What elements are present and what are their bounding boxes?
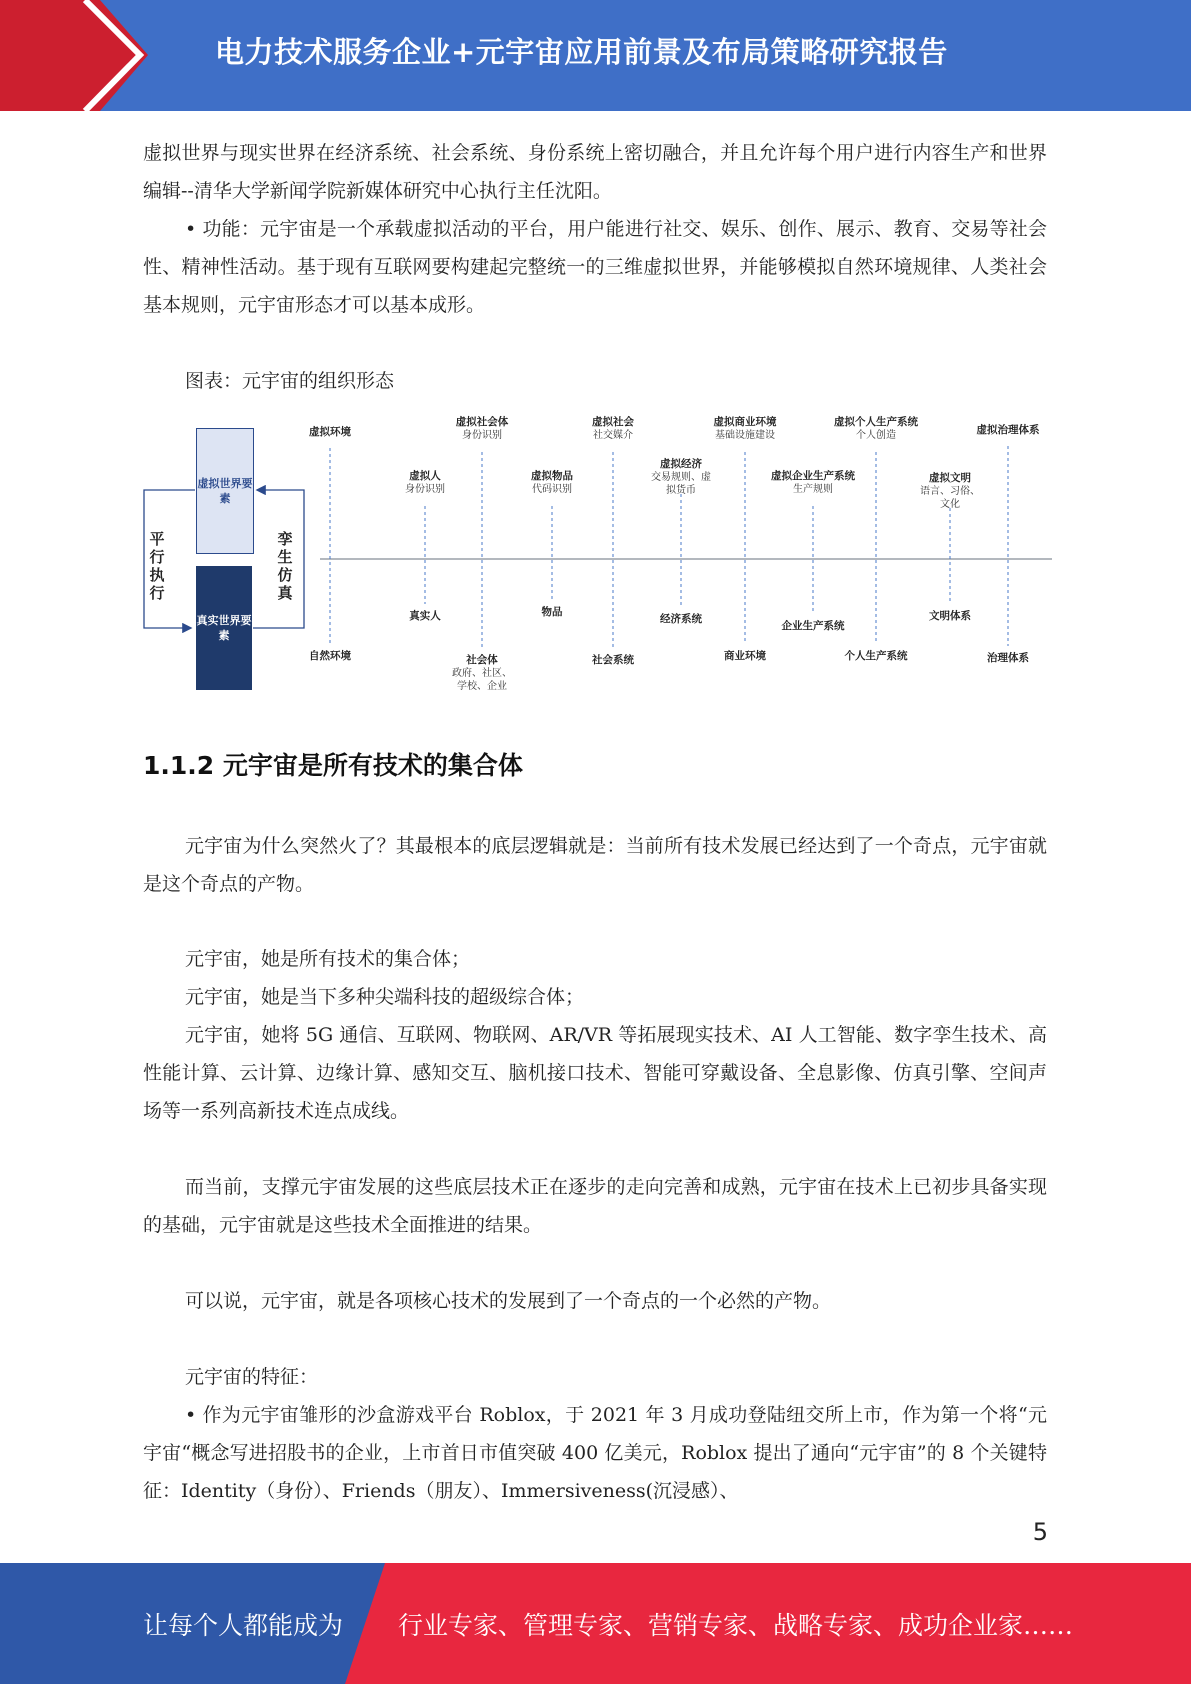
upper-label-subtitle: 语言、习俗、文化 [920,486,980,510]
upper-label-10 [918,472,982,511]
lower-label-5 [592,654,634,667]
upper-label-title: 虚拟物品 [531,470,573,482]
upper-label-subtitle: 身份识别 [462,430,502,441]
footer-slogan-left: 让每个人都能成为 [143,1611,344,1640]
lower-label-title: 真实人 [409,610,441,622]
upper-label-title: 虚拟治理体系 [976,424,1040,436]
paragraph-collection: 元宇宙，她是所有技术的集合体； [185,948,471,970]
lower-label-subtitle: 政府、社区、学校、企业 [452,668,512,692]
paragraph-definition: 虚拟世界与现实世界在经济系统、社会系统、身份系统上密切融合，并且允许每个用户进行内容生产和世界编辑--清华大学新闻学院新媒体研究中心执行主任沈阳。 [143,142,1047,202]
virtual-world-box: 虚拟世界要素 [196,428,254,554]
upper-label-subtitle: 社交媒介 [593,430,633,441]
upper-label-9 [834,416,918,442]
twin-simulation-label: 孪生仿真 [277,530,293,602]
upper-label-8 [771,470,855,496]
lower-label-title: 治理体系 [987,652,1029,664]
upper-label-title: 虚拟企业生产系统 [771,470,855,482]
upper-label-11 [977,424,1040,437]
paragraph-roblox: • 作为元宇宙雏形的沙盒游戏平台 Roblox，于 2021 年 3 月成功登陆纽交所上市，作为第一个将“元宇宙“概念写进招股书的企业，上市首日市值突破 400 亿美元，Roblox 提出了通向“元宇宙”的 8 个关键特征：Identity（身份）、Friends（朋友）、Immersiveness(沉浸感）、 [143,1404,1047,1502]
lower-label-title: 自然环境 [309,650,351,662]
report-title: 电力技术服务企业+元宇宙应用前景及布局策略研究报告 [215,35,948,69]
paragraph-current: 而当前，支撑元宇宙发展的这些底层技术正在逐步的走向完善和成熟，元宇宙在技术上已初步具备实现的基础，元宇宙就是这些技术全面推进的结果。 [143,1176,1047,1236]
upper-label-6 [649,458,713,497]
lower-label-title: 商业环境 [724,650,766,662]
figure-caption: 图表：元宇宙的组织形态 [185,370,395,392]
upper-label-1 [309,426,351,439]
footer-slogan-right: 行业专家、管理专家、营销专家、战略专家、成功企业家…… [398,1611,1074,1640]
lower-label-1 [309,650,351,663]
upper-label-subtitle: 基础设施建设 [715,430,775,441]
metaverse-organization-diagram [140,410,1060,700]
upper-label-subtitle: 个人创造 [856,430,896,441]
lower-label-title: 文明体系 [929,610,971,622]
lower-label-title: 个人生产系统 [844,650,908,662]
lower-label-2 [409,610,441,623]
upper-label-subtitle: 生产规则 [793,484,833,495]
lower-label-title: 企业生产系统 [781,620,845,632]
paragraph-function: • 功能：元宇宙是一个承载虚拟活动的平台，用户能进行社交、娱乐、创作、展示、教育、交易等社会性、精神性活动。基于现有互联网要构建起完整统一的三维虚拟世界，并能够模拟自然环境规律、人类社会基本规则，元宇宙形态才可以基本成形。 [143,218,1047,316]
page-number: 5 [1032,1518,1048,1546]
lower-label-11 [987,652,1029,665]
paragraph-why: 元宇宙为什么突然火了？其最根本的底层逻辑就是：当前所有技术发展已经达到了一个奇点，元宇宙就是这个奇点的产物。 [143,835,1047,895]
parallel-execution-label: 平行执行 [149,530,165,602]
upper-label-title: 虚拟人 [409,470,441,482]
real-world-box: 真实世界要素 [196,566,252,690]
lower-label-10 [929,610,971,623]
upper-label-title: 虚拟社会 [592,416,634,428]
page-footer [0,1563,1191,1684]
page-header [0,0,1191,111]
lower-label-title: 社会系统 [592,654,634,666]
lower-label-6 [660,613,702,626]
paragraph-features-title: 元宇宙的特征： [185,1366,319,1388]
lower-label-title: 物品 [541,606,563,618]
upper-label-subtitle: 身份识别 [405,484,445,495]
upper-label-7 [714,416,777,442]
lower-label-title: 经济系统 [660,613,702,625]
upper-label-4 [531,470,573,496]
lower-label-9 [845,650,908,663]
upper-label-title: 虚拟个人生产系统 [834,416,918,428]
section-heading: 1.1.2 元宇宙是所有技术的集合体 [143,751,523,780]
paragraph-synthesis: 元宇宙，她是当下多种尖端科技的超级综合体； [185,986,585,1008]
upper-label-title: 虚拟环境 [309,426,351,438]
upper-label-2 [405,470,445,496]
upper-label-title: 虚拟社会体 [455,416,509,428]
lower-label-7 [724,650,766,663]
header-red-chevron [0,0,160,111]
upper-label-subtitle: 交易规则、虚拟货币 [651,472,711,496]
lower-label-8 [782,620,845,633]
upper-label-3 [456,416,509,442]
upper-label-subtitle: 代码识别 [532,484,572,495]
lower-label-3 [450,654,514,693]
upper-label-title: 虚拟文明 [929,472,971,484]
upper-label-title: 虚拟商业环境 [713,416,777,428]
lower-label-4 [542,606,563,619]
paragraph-conclusion: 可以说，元宇宙，就是各项核心技术的发展到了一个奇点的一个必然的产物。 [185,1290,832,1312]
upper-label-title: 虚拟经济 [660,458,702,470]
paragraph-technologies: 元宇宙，她将 5G 通信、互联网、物联网、AR/VR 等拓展现实技术、AI 人工智能、数字孪生技术、高性能计算、云计算、边缘计算、感知交互、脑机接口技术、智能可穿戴设备、全息影像、仿真引擎、空间声场等一系列高新技术连点成线。 [143,1024,1047,1122]
lower-label-title: 社会体 [466,654,498,666]
upper-label-5 [592,416,634,442]
